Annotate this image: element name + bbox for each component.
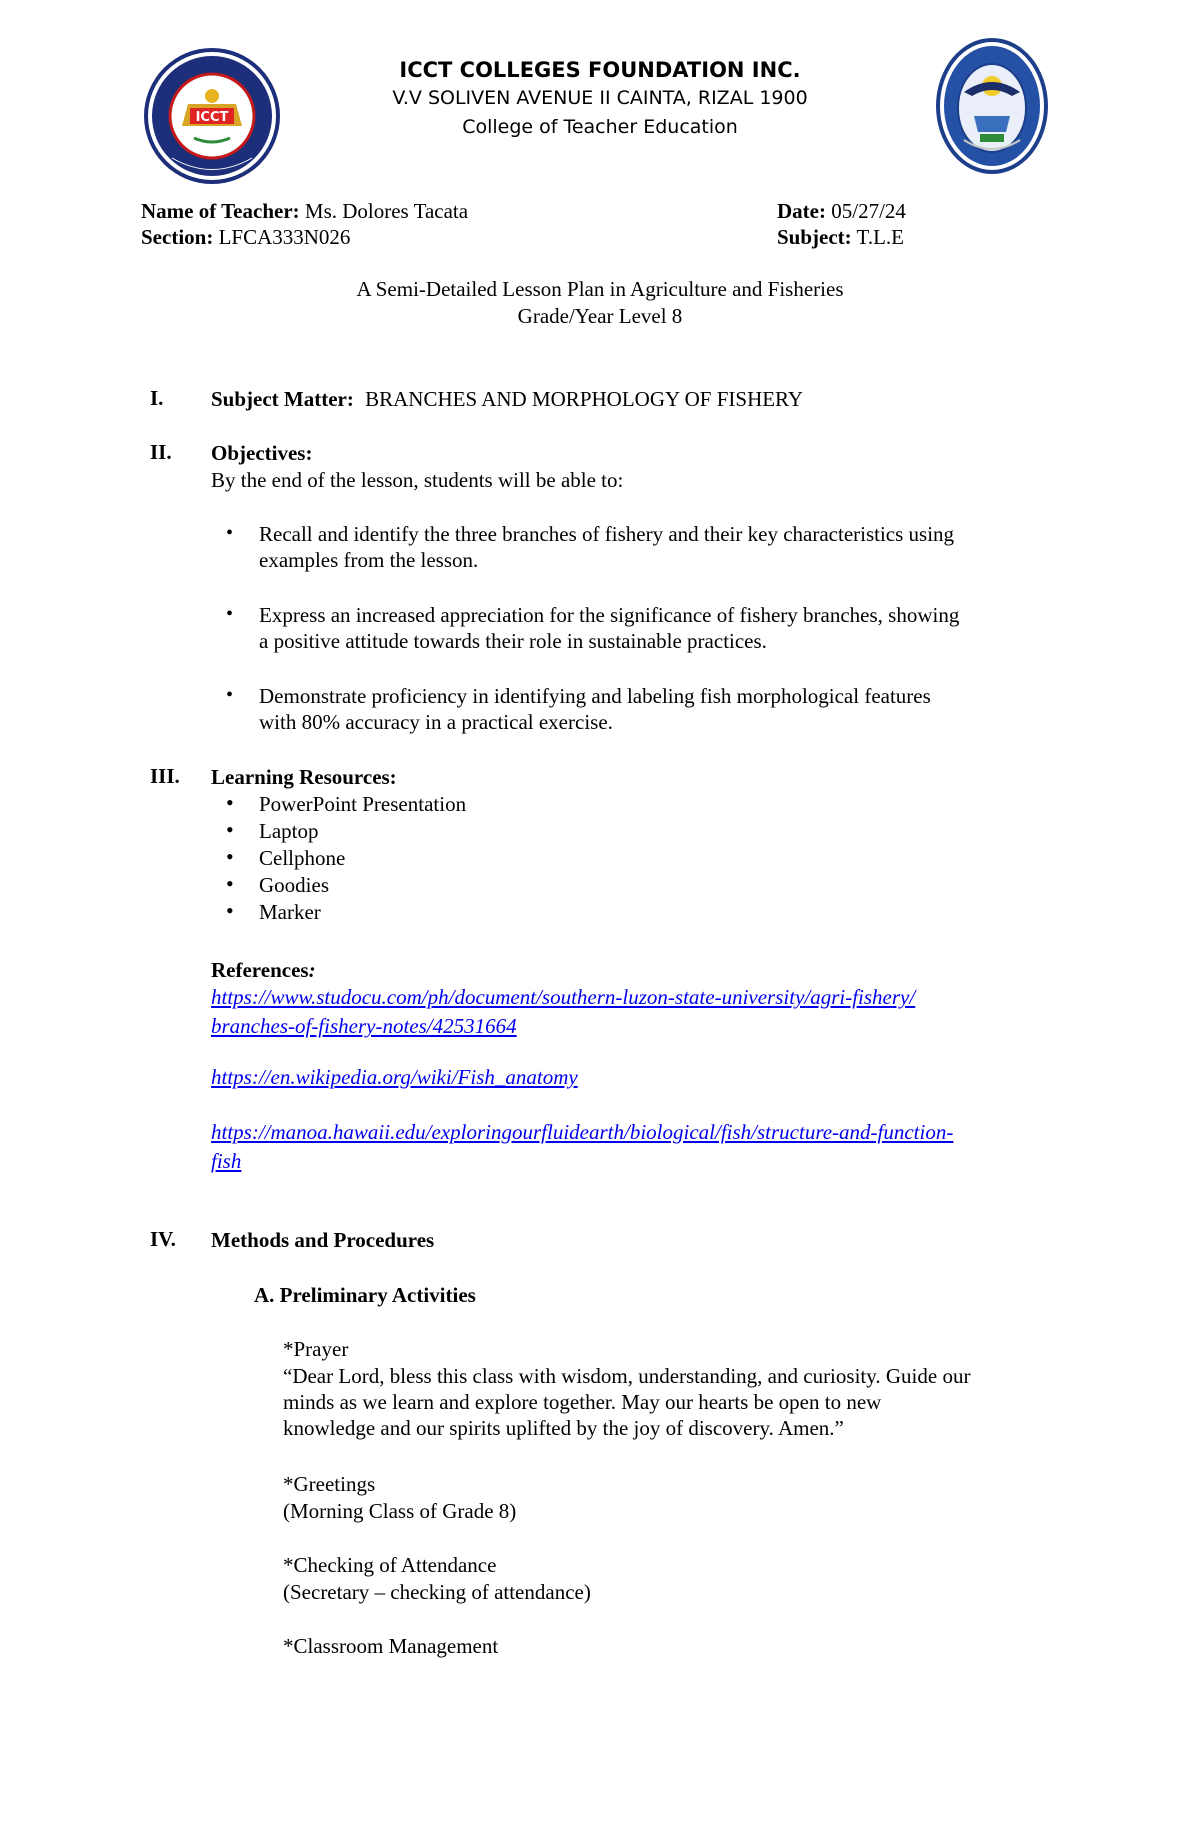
resource-item: Cellphone <box>259 846 346 870</box>
subject-value: T.L.E <box>856 225 904 249</box>
resource-item: PowerPoint Presentation <box>259 792 467 816</box>
prayer-label: *Prayer <box>283 1337 349 1361</box>
reference-link-3[interactable]: https://manoa.hawaii.edu/exploringourfluidearth/biological/fish/structure-and-function- <box>211 1120 954 1144</box>
reference-link-3-cont[interactable]: fish <box>211 1149 242 1173</box>
resource-item: Goodies <box>259 873 329 897</box>
section-number-3: III. <box>150 764 180 788</box>
icct-seal-logo <box>142 46 282 186</box>
reference-link-1[interactable]: https://www.studocu.com/ph/document/southern-luzon-state-university/agri-fishery/ <box>211 985 916 1009</box>
references-colon: : <box>308 958 316 982</box>
classroom-management-label: *Classroom Management <box>283 1634 499 1658</box>
preliminary-activities-heading: A. Preliminary Activities <box>254 1283 476 1307</box>
section-value: LFCA333N026 <box>218 225 351 249</box>
greetings-label: *Greetings <box>283 1472 376 1496</box>
subject-matter-value: BRANCHES AND MORPHOLOGY OF FISHERY <box>365 387 804 411</box>
section-line <box>141 224 350 250</box>
teacher-label: Name of Teacher: <box>141 199 300 223</box>
svg-text:ICCT: ICCT <box>195 110 229 125</box>
objective-2-line2: a positive attitude towards their role in sustainable practices. <box>259 629 767 653</box>
section-number-1: I. <box>150 386 164 410</box>
bullet-icon: • <box>226 684 234 706</box>
prayer-line: minds as we learn and explore together. May our hearts be open to new <box>283 1390 882 1414</box>
objective-3 <box>259 683 931 735</box>
bullet-icon: • <box>226 871 234 896</box>
reference-3 <box>211 1119 953 1177</box>
teacher-value: Ms. Dolores Tacata <box>304 199 469 223</box>
grade-level: Grade/Year Level 8 <box>517 304 683 328</box>
subject-matter-label: Subject Matter: <box>211 387 354 411</box>
objective-2-line1: Express an increased appreciation for the significance of fishery branches, showing <box>259 603 960 627</box>
section-number-4: IV. <box>150 1227 176 1251</box>
college-name: College of Teacher Education <box>462 116 738 138</box>
references-heading <box>211 957 316 983</box>
reference-1 <box>211 984 915 1042</box>
resource-item: Laptop <box>259 819 319 843</box>
bullet-icon: • <box>226 790 234 815</box>
bullet-icon: • <box>226 603 234 625</box>
learning-resources-heading: Learning Resources: <box>211 765 397 789</box>
prayer-line: knowledge and our spirits uplifted by the joy of discovery. Amen.” <box>283 1416 844 1440</box>
references-label: References <box>211 958 309 982</box>
bullet-icon: • <box>226 817 234 842</box>
reference-link-2[interactable]: https://en.wikipedia.org/wiki/Fish_anatomy <box>211 1065 578 1089</box>
methods-heading: Methods and Procedures <box>211 1228 435 1252</box>
date-value: 05/27/24 <box>831 199 906 223</box>
section-label: Section: <box>141 225 214 249</box>
objective-1 <box>259 521 954 573</box>
objectives-heading: Objectives: <box>211 441 313 465</box>
objective-3-line1: Demonstrate proficiency in identifying and labeling fish morphological features <box>259 684 931 708</box>
teacher-line <box>141 198 468 224</box>
lesson-plan-title: A Semi-Detailed Lesson Plan in Agriculture and Fisheries <box>356 277 844 301</box>
subject-matter <box>211 386 803 412</box>
attendance-label: *Checking of Attendance <box>283 1553 497 1577</box>
reference-link-1-cont[interactable]: branches-of-fishery-notes/42531664 <box>211 1014 517 1038</box>
date-line <box>777 198 906 224</box>
objectives-intro: By the end of the lesson, students will be able to: <box>211 468 624 492</box>
subject-line <box>777 224 904 250</box>
bullet-icon: • <box>226 522 234 544</box>
resource-item: Marker <box>259 900 321 924</box>
greetings-detail: (Morning Class of Grade 8) <box>283 1499 517 1523</box>
bullet-icon: • <box>226 898 234 923</box>
attendance-detail: (Secretary – checking of attendance) <box>283 1580 591 1604</box>
section-number-2: II. <box>150 440 172 464</box>
institution-name: ICCT COLLEGES FOUNDATION INC. <box>399 58 801 82</box>
institution-address: V.V SOLIVEN AVENUE II CAINTA, RIZAL 1900 <box>392 87 808 109</box>
prayer-line: “Dear Lord, bless this class with wisdom, understanding, and curiosity. Guide our <box>283 1364 971 1388</box>
objective-3-line2: with 80% accuracy in a practical exercise. <box>259 710 613 734</box>
objective-1-line1: Recall and identify the three branches of fishery and their key characteristics using <box>259 522 955 546</box>
objective-2 <box>259 602 959 654</box>
objective-1-line2: examples from the lesson. <box>259 548 479 572</box>
bullet-icon: • <box>226 844 234 869</box>
cte-seal-logo <box>934 36 1050 176</box>
reference-2 <box>211 1064 578 1093</box>
prayer-text <box>283 1363 970 1441</box>
date-label: Date: <box>777 199 826 223</box>
subject-label: Subject: <box>777 225 852 249</box>
